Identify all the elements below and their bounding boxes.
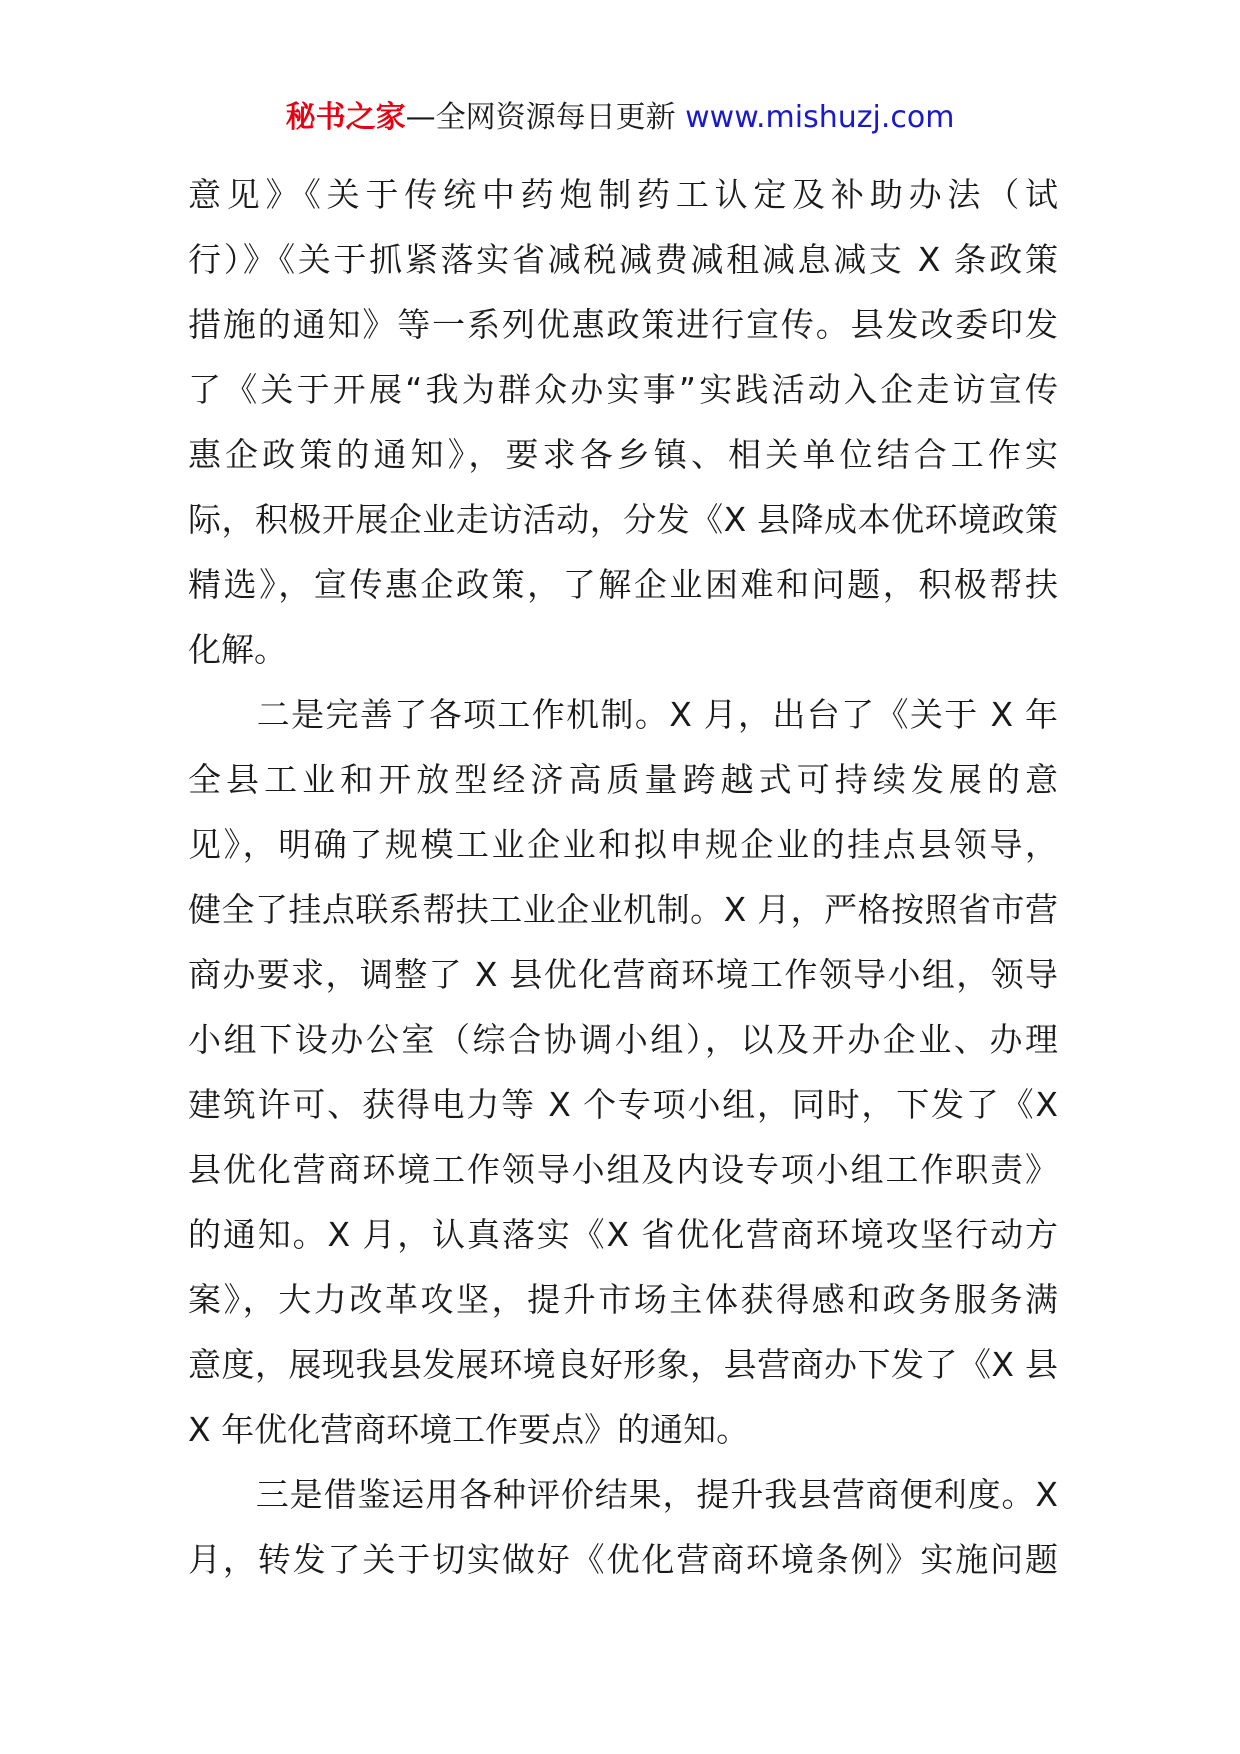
site-tagline: —全网资源每日更新	[405, 100, 686, 135]
site-brand: 秘书之家	[285, 100, 406, 135]
text-line: 化解。	[188, 630, 287, 669]
text-line: 的通知。X 月，认真落实《X 省优化营商环境攻坚行动方	[188, 1215, 1058, 1254]
site-url-link[interactable]: www.mishuzj.com	[685, 100, 955, 135]
text-line: 健全了挂点联系帮扶工业企业机制。X 月，严格按照省市营	[188, 890, 1058, 929]
page-header	[0, 98, 1240, 138]
text-line: 二是完善了各项工作机制。X 月，出台了《关于 X 年	[188, 695, 1058, 734]
text-line: 行）》《关于抓紧落实省减税减费减租减息减支 X 条政策	[188, 240, 1058, 279]
text-line: 全县工业和开放型经济高质量跨越式可持续发展的意	[188, 760, 1058, 799]
text-line: 惠企政策的通知》，要求各乡镇、相关单位结合工作实	[188, 435, 1058, 474]
text-line: X 年优化营商环境工作要点》的通知。	[188, 1410, 750, 1449]
text-line: 意度，展现我县发展环境良好形象，县营商办下发了《X 县	[188, 1345, 1058, 1384]
text-line: 建筑许可、获得电力等 X 个专项小组，同时，下发了《X	[188, 1085, 1058, 1124]
text-line: 商办要求，调整了 X 县优化营商环境工作领导小组，领导	[188, 955, 1058, 994]
text-line: 案》，大力改革攻坚，提升市场主体获得感和政务服务满	[188, 1280, 1058, 1319]
text-line: 见》，明确了规模工业企业和拟申规企业的挂点县领导，	[188, 825, 1058, 864]
text-line: 县优化营商环境工作领导小组及内设专项小组工作职责》	[188, 1150, 1058, 1189]
document-body	[188, 162, 1058, 1592]
text-line: 三是借鉴运用各种评价结果，提升我县营商便利度。X	[188, 1475, 1058, 1514]
text-line: 际，积极开展企业走访活动，分发《X 县降成本优环境政策	[188, 500, 1058, 539]
text-line: 月，转发了关于切实做好《优化营商环境条例》实施问题	[188, 1540, 1058, 1579]
text-line: 精选》，宣传惠企政策，了解企业困难和问题，积极帮扶	[188, 565, 1058, 604]
text-line: 措施的通知》等一系列优惠政策进行宣传。县发改委印发	[188, 305, 1058, 344]
text-line: 了《关于开展“我为群众办实事”实践活动入企走访宣传	[188, 370, 1058, 409]
text-line: 小组下设办公室（综合协调小组），以及开办企业、办理	[188, 1020, 1058, 1059]
text-line: 意见》《关于传统中药炮制药工认定及补助办法（试	[188, 175, 1058, 214]
